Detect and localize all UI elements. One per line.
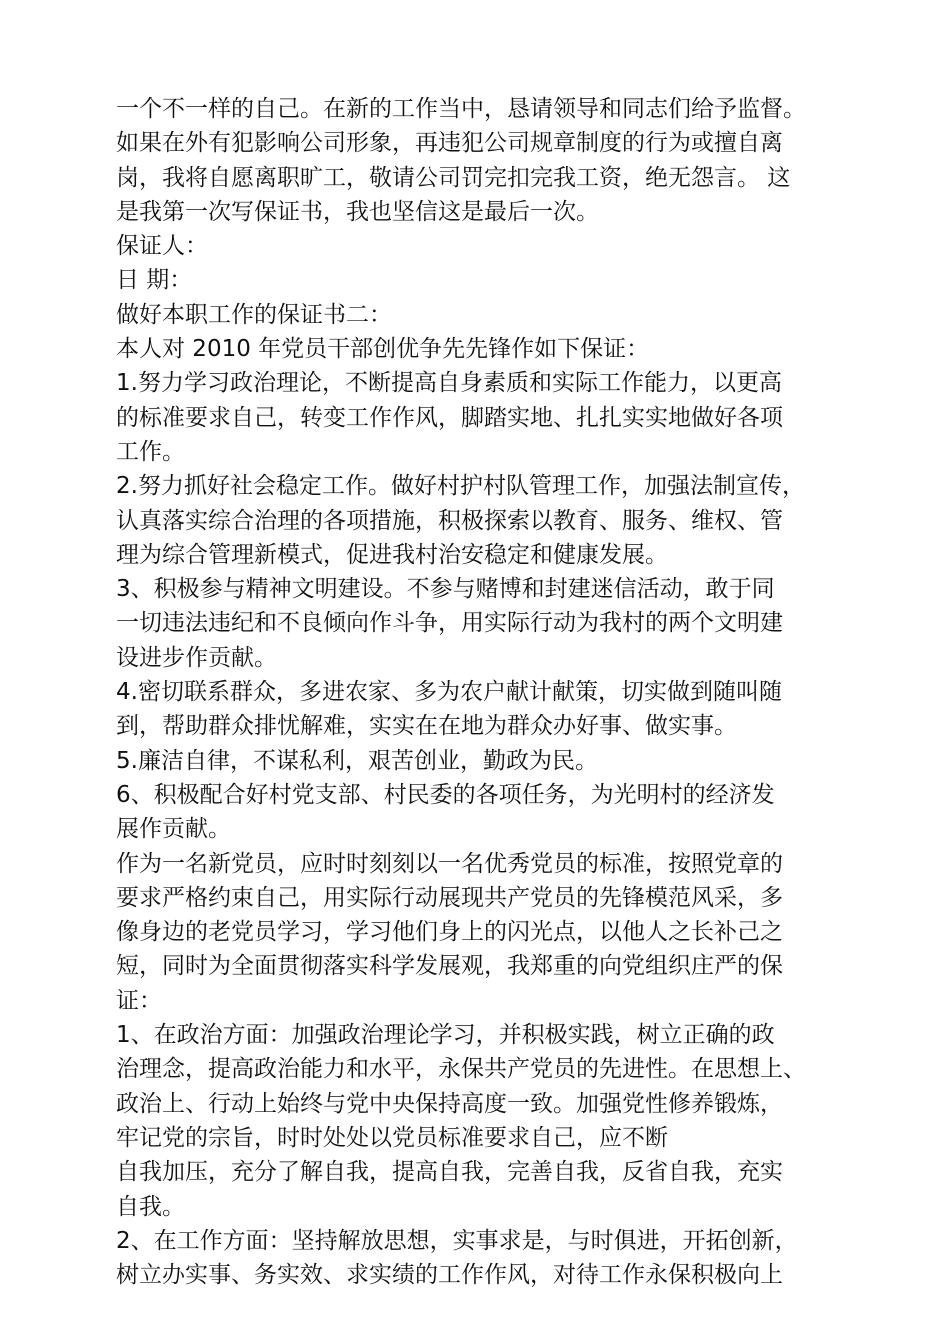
text-line: 一切违法违纪和不良倾向作斗争，用实际行动为我村的两个文明建 xyxy=(116,610,783,637)
guarantor-label: 保证人： xyxy=(116,233,208,260)
list-item-2: 2.努力抓好社会稳定工作。做好村护村队管理工作，加强法制宣传， xyxy=(116,473,805,500)
text-line: 自我。 xyxy=(116,1193,185,1220)
pledge-item-2: 2、在工作方面：坚持解放思想，实事求是，与时俱进，开拓创新， xyxy=(116,1227,798,1254)
text-line: 是我第一次写保证书，我也坚信这是最后一次。 xyxy=(116,198,599,225)
document-body xyxy=(116,92,836,1292)
text-line: 作为一名新党员，应时时刻刻以一名优秀党员的标准，按照党章的 xyxy=(116,850,783,877)
text-line: 设进步作贡献。 xyxy=(116,644,277,671)
section-heading: 做好本职工作的保证书二： xyxy=(116,301,392,328)
text-line: 自我加压，充分了解自我，提高自我，完善自我，反省自我，充实 xyxy=(116,1159,783,1186)
text-line: 短，同时为全面贯彻落实科学发展观，我郑重的向党组织庄严的保 xyxy=(116,953,783,980)
text-line: 工作。 xyxy=(116,438,185,465)
list-item-1: 1.努力学习政治理论，不断提高自身素质和实际工作能力，以更高 xyxy=(116,370,782,397)
text-line: 展作贡献。 xyxy=(116,816,231,843)
list-item-5: 5.廉洁自律，不谋私利，艰苦创业，勤政为民。 xyxy=(116,747,598,774)
list-item-6: 6、积极配合好村党支部、村民委的各项任务，为光明村的经济发 xyxy=(116,781,775,808)
text-line: 一个不一样的自己。在新的工作当中，恳请领导和同志们给予监督。 xyxy=(116,96,806,122)
pledge-item-1: 1、在政治方面：加强政治理论学习，并积极实践，树立正确的政 xyxy=(116,1022,775,1049)
text-line: 树立办实事、务实效、求实绩的工作作风，对待工作永保积极向上 xyxy=(116,1262,783,1289)
text-line: 岗，我将自愿离职旷工，敬请公司罚完扣完我工资，绝无怨言。 这 xyxy=(116,164,791,191)
text-line: 认真落实综合治理的各项措施，积极探索以教育、服务、维权、管 xyxy=(116,507,783,534)
list-item-3: 3、积极参与精神文明建设。不参与赌博和封建迷信活动，敢于同 xyxy=(116,576,775,603)
text-line: 理为综合管理新模式，促进我村治安稳定和健康发展。 xyxy=(116,541,668,568)
text-line: 本人对 2010 年党员干部创优争先先锋作如下保证： xyxy=(116,336,650,363)
text-line: 牢记党的宗旨，时时处处以党员标准要求自己，应不断 xyxy=(116,1124,668,1151)
date-label: 日 期： xyxy=(116,267,193,294)
text-line: 政治上、行动上始终与党中央保持高度一致。加强党性修养锻炼， xyxy=(116,1090,783,1117)
text-line: 如果在外有犯影响公司形象，再违犯公司规章制度的行为或擅自离 xyxy=(116,130,783,157)
text-line: 要求严格约束自己，用实际行动展现共产党员的先锋模范风采，多 xyxy=(116,884,783,911)
text-line: 治理念，提高政治能力和水平，永保共产党员的先进性。在思想上、 xyxy=(116,1056,806,1083)
text-line: 证： xyxy=(116,987,162,1014)
text-line: 的标准要求自己，转变工作作风，脚踏实地、扎扎实实地做好各项 xyxy=(116,404,783,431)
text-line: 像身边的老党员学习，学习他们身上的闪光点，以他人之长补己之 xyxy=(116,919,783,946)
list-item-4: 4.密切联系群众，多进农家、多为农户献计献策，切实做到随叫随 xyxy=(116,679,782,706)
text-line: 到，帮助群众排忧解难，实实在在地为群众办好事、做实事。 xyxy=(116,713,737,740)
